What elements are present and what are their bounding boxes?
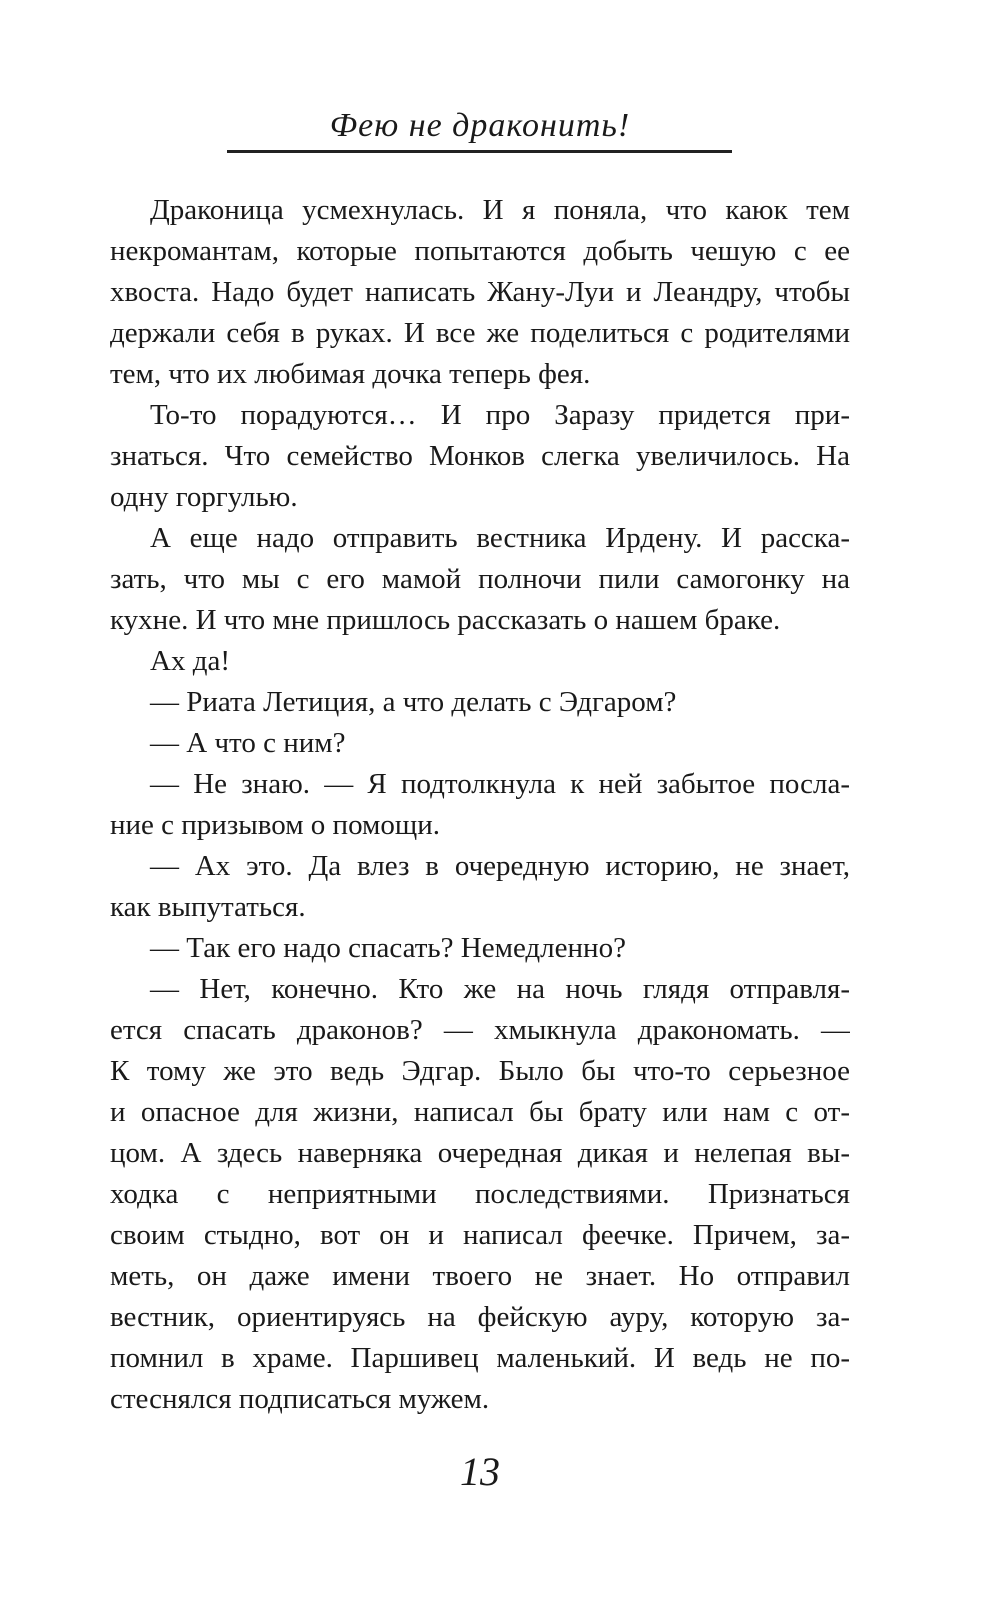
- text-line: А еще надо отправить вестника Ирдену. И расска-: [150, 522, 850, 554]
- text-line: ется спасать драконов? — хмыкнула дракономать. —: [110, 1014, 850, 1046]
- chapter-title: Фею не драконить!: [329, 107, 631, 144]
- text-line: — Риата Летиция, а что делать с Эдгаром?: [150, 686, 677, 718]
- text-line: — Так его надо спасать? Немедленно?: [150, 932, 626, 964]
- header-rule: [227, 150, 732, 153]
- text-line: своим стыдно, вот он и написал феечке. Причем, за-: [110, 1219, 850, 1251]
- text-line: как выпутаться.: [110, 891, 306, 923]
- text-line: держали себя в руках. И все же поделиться с родителями: [110, 317, 850, 349]
- text-line: — Нет, конечно. Кто же на ночь глядя отправля-: [150, 973, 850, 1005]
- text-line: ние с призывом о помощи.: [110, 809, 440, 841]
- text-line: К тому же это ведь Эдгар. Было бы что-то серьезное: [110, 1055, 850, 1087]
- text-line: — Не знаю. — Я подтолкнула к ней забытое посла-: [150, 768, 850, 800]
- page-number: 13: [460, 1449, 500, 1494]
- text-line: одну горгулью.: [110, 481, 298, 513]
- text-line: и опасное для жизни, написал бы брату или нам с от-: [110, 1096, 850, 1128]
- text-line: тем, что их любимая дочка теперь фея.: [110, 358, 591, 390]
- text-line: помнил в храме. Паршивец маленький. И ведь не по-: [110, 1342, 850, 1374]
- text-line: — Ах это. Да влез в очередную историю, не знает,: [150, 850, 850, 882]
- text-line: ходка с неприятными последствиями. Признаться: [110, 1178, 850, 1210]
- text-line: стеснялся подписаться мужем.: [110, 1383, 490, 1415]
- text-line: меть, он даже имени твоего не знает. Но отправил: [110, 1260, 850, 1292]
- text-line: — А что с ним?: [150, 727, 346, 759]
- text-line: Драконица усмехнулась. И я поняла, что каюк тем: [150, 194, 850, 226]
- text-line: кухне. И что мне пришлось рассказать о нашем браке.: [110, 604, 781, 636]
- text-line: вестник, ориентируясь на фейскую ауру, которую за-: [110, 1301, 850, 1333]
- text-line: некромантам, которые попытаются добыть чешую с ее: [110, 235, 850, 267]
- text-line: знаться. Что семейство Монков слегка увеличилось. На: [110, 440, 850, 472]
- text-line: цом. А здесь наверняка очередная дикая и нелепая вы-: [110, 1137, 850, 1169]
- text-line: хвоста. Надо будет написать Жану-Луи и Леандру, чтобы: [110, 276, 850, 308]
- text-line: зать, что мы с его мамой полночи пили самогонку на: [110, 563, 850, 595]
- page-text: [110, 190, 850, 1420]
- text-line: То-то порадуются… И про Заразу придется при-: [150, 399, 850, 431]
- text-line: Ах да!: [150, 645, 230, 677]
